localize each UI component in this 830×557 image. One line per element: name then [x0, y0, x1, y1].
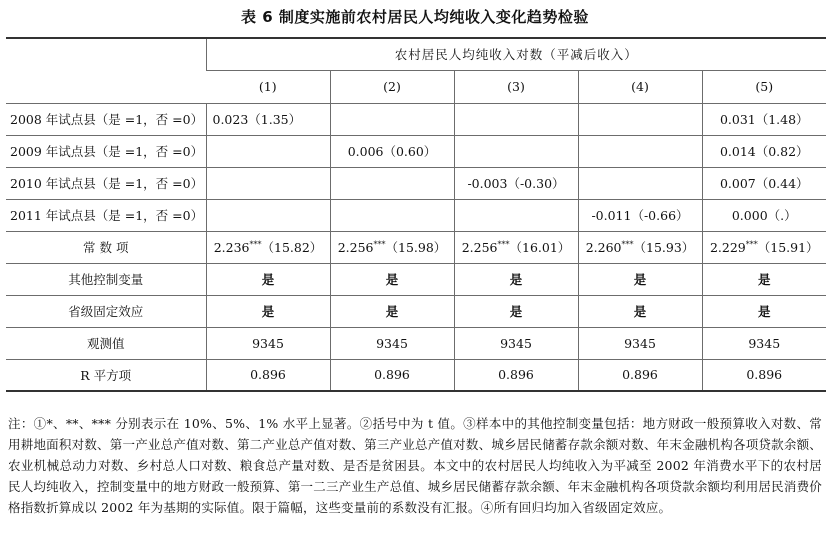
row-label: R 平方项: [6, 359, 206, 391]
constant-row: [6, 231, 826, 263]
significance-stars: ***: [373, 239, 386, 249]
table-cell: 9345: [702, 327, 826, 359]
table-row: [6, 135, 826, 167]
table-cell: 0.000（.）: [702, 199, 826, 231]
table-cell: 9345: [578, 327, 702, 359]
table-cell: -0.011（-0.66）: [578, 199, 702, 231]
table-cell: [330, 231, 454, 263]
table-cell: 是: [702, 295, 826, 327]
row-label: 常 数 项: [6, 231, 206, 263]
table-row: [6, 167, 826, 199]
coef-value: 2.256: [461, 240, 498, 255]
observations-row: [6, 327, 826, 359]
group-header: 农村居民人均纯收入对数（平减后收入）: [206, 38, 826, 70]
column-header: (1): [206, 70, 330, 103]
table-cell: [454, 103, 578, 135]
coef-value: 2.229: [709, 240, 746, 255]
t-value: （15.82）: [261, 240, 323, 255]
row-label: 观测值: [6, 327, 206, 359]
table-cell: -0.003（-0.30）: [454, 167, 578, 199]
table-cell: [330, 199, 454, 231]
controls-row: [6, 263, 826, 295]
table-cell: 是: [702, 263, 826, 295]
row-label: 2011 年试点县（是 =1，否 =0）: [6, 199, 206, 231]
table-cell: 是: [454, 295, 578, 327]
corner-cell: [6, 38, 206, 103]
coef-value: 2.260: [585, 240, 622, 255]
table-cell: 是: [206, 295, 330, 327]
table-cell: 0.896: [206, 359, 330, 391]
table-cell: [454, 199, 578, 231]
column-header: (5): [702, 70, 826, 103]
table-cell: 0.896: [702, 359, 826, 391]
table-cell: [578, 103, 702, 135]
table-cell: 0.023（1.35）: [206, 103, 330, 135]
coef-value: 2.236: [213, 240, 250, 255]
t-value: （16.01）: [509, 240, 571, 255]
table-cell: [578, 231, 702, 263]
table-cell: [578, 167, 702, 199]
table-cell: [454, 231, 578, 263]
column-header: (2): [330, 70, 454, 103]
t-value: （15.91）: [757, 240, 819, 255]
row-label: 2009 年试点县（是 =1，否 =0）: [6, 135, 206, 167]
table-cell: [206, 135, 330, 167]
table-cell: 9345: [206, 327, 330, 359]
province-fe-row: [6, 295, 826, 327]
table-cell: 是: [578, 263, 702, 295]
table-cell: 0.007（0.44）: [702, 167, 826, 199]
significance-stars: ***: [249, 239, 262, 249]
table-cell: [206, 231, 330, 263]
row-label: 省级固定效应: [6, 295, 206, 327]
column-header: (3): [454, 70, 578, 103]
table-cell: 0.014（0.82）: [702, 135, 826, 167]
table-cell: 9345: [454, 327, 578, 359]
table-cell: [330, 167, 454, 199]
table-title: 表 6 制度实施前农村居民人均纯收入变化趋势检验: [241, 8, 589, 26]
table-cell: 是: [206, 263, 330, 295]
table-cell: 0.896: [330, 359, 454, 391]
coef-value: 2.256: [337, 240, 374, 255]
table-cell: 是: [454, 263, 578, 295]
column-header: (4): [578, 70, 702, 103]
table-cell: 是: [330, 295, 454, 327]
regression-table: [6, 37, 826, 392]
table-cell: [206, 199, 330, 231]
table-cell: [330, 103, 454, 135]
row-label: 2010 年试点县（是 =1，否 =0）: [6, 167, 206, 199]
table-cell: [702, 231, 826, 263]
table-cell: 是: [330, 263, 454, 295]
table-cell: 0.031（1.48）: [702, 103, 826, 135]
significance-stars: ***: [745, 239, 758, 249]
table-cell: 0.896: [454, 359, 578, 391]
table-cell: 0.896: [578, 359, 702, 391]
table-cell: [578, 135, 702, 167]
t-value: （15.93）: [633, 240, 695, 255]
table-row: [6, 103, 826, 135]
table-notes: 注：①*、**、*** 分别表示在 10%、5%、1% 水平上显著。②括号中为 t 值。③样本中的其他控制变量包括：地方财政一般预算收入对数、常用耕地面积对数、第一产业总产值对数、第二产业总产值对数、第三产业总产值对数、城乡居民储蓄存款余额对数、年末金融机构各项贷款余额、农业机械总动力对数、乡村总人口对数、粮食总产量对数、是否是贫困县。本文中的农村居民人均纯收入为平减至 2002 年消费水平下的农村居民人均纯收入，控制变量中的地方财政一般预算、第一二三产业生产总值、城乡居民储蓄存款余额、年末金融机构各项贷款余额均利用居民消费价格指数折算成以 2002 年为基期的实际值。限于篇幅，这些变量前的系数没有汇报。④所有回归均加入省级固定效应。: [8, 416, 822, 515]
group-header-row: [6, 38, 826, 70]
row-label: 2008 年试点县（是 =1，否 =0）: [6, 103, 206, 135]
table-cell: [206, 167, 330, 199]
t-value: （15.98）: [385, 240, 447, 255]
r-squared-row: [6, 359, 826, 391]
table-cell: 9345: [330, 327, 454, 359]
table-cell: [454, 135, 578, 167]
row-label: 其他控制变量: [6, 263, 206, 295]
significance-stars: ***: [621, 239, 634, 249]
table-cell: 是: [578, 295, 702, 327]
table-row: [6, 199, 826, 231]
table-cell: 0.006（0.60）: [330, 135, 454, 167]
significance-stars: ***: [497, 239, 510, 249]
